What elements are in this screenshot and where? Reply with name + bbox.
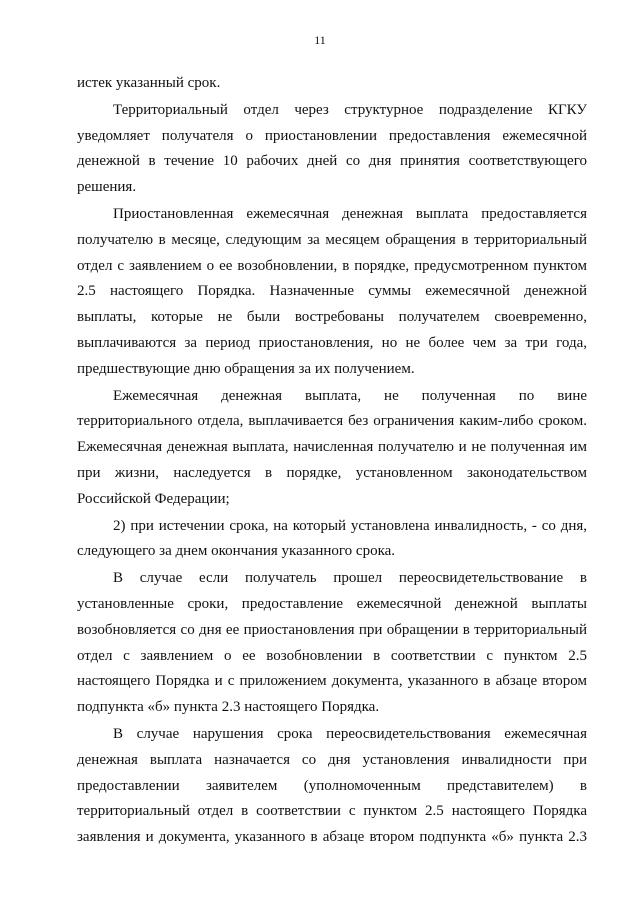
paragraph-7: В случае нарушения срока переосвидетельствования ежемесячная денежная выплата назначается со дня установления инвалидности при предоставлении заявителем (уполномоченным представителем) в территориальный отдел в соответствии с пунктом 2.5 настоящего Порядка заявления и документа, указанного в абзаце втором подпункта «б» пункта 2.3 xyxy=(77,725,587,846)
paragraph-1: истек указанный срок. xyxy=(77,75,221,91)
document-body xyxy=(77,71,587,851)
paragraph-6: В случае если получатель прошел переосвидетельствование в установленные сроки, предоставление ежемесячной денежной выплаты возобновляется со дня ее приостановления при обращении в территориальный отдел с заявлением о ее возобновлении в соответствии с пунктом 2.5 настоящего Порядка и с приложением документа, указанного в абзаце втором подпункта «б» пункта 2.3 настоящего Порядка. xyxy=(77,570,587,716)
paragraph-2: Территориальный отдел через структурное подразделение КГКУ уведомляет получателя о приостановлении предоставления ежемесячной денежной в течение 10 рабочих дней со дня принятия соответствующего решения. xyxy=(77,101,587,196)
paragraph-5: 2) при истечении срока, на который установлена инвалидность, - со дня, следующего за днем окончания указанного срока. xyxy=(77,517,587,560)
page-number: 11 xyxy=(314,33,326,47)
paragraph-4: Ежемесячная денежная выплата, не полученная по вине территориального отдела, выплачивается без ограничения каким-либо сроком. Ежемесячная денежная выплата, начисленная получателю и не полученная им при жизни, наследуется в порядке, установленном законодательством Российской Федерации; xyxy=(77,387,587,507)
paragraph-3: Приостановленная ежемесячная денежная выплата предоставляется получателю в месяце, следующим за месяцем обращения в территориальный отдел с заявлением о ее возобновлении, в порядке, предусмотренном пунктом 2.5 настоящего Порядка. Назначенные суммы ежемесячной денежной выплаты, которые не были востребованы получателем своевременно, выплачиваются за период приостановления, но не более чем за три года, предшествующие дню обращения за их получением. xyxy=(77,205,587,377)
